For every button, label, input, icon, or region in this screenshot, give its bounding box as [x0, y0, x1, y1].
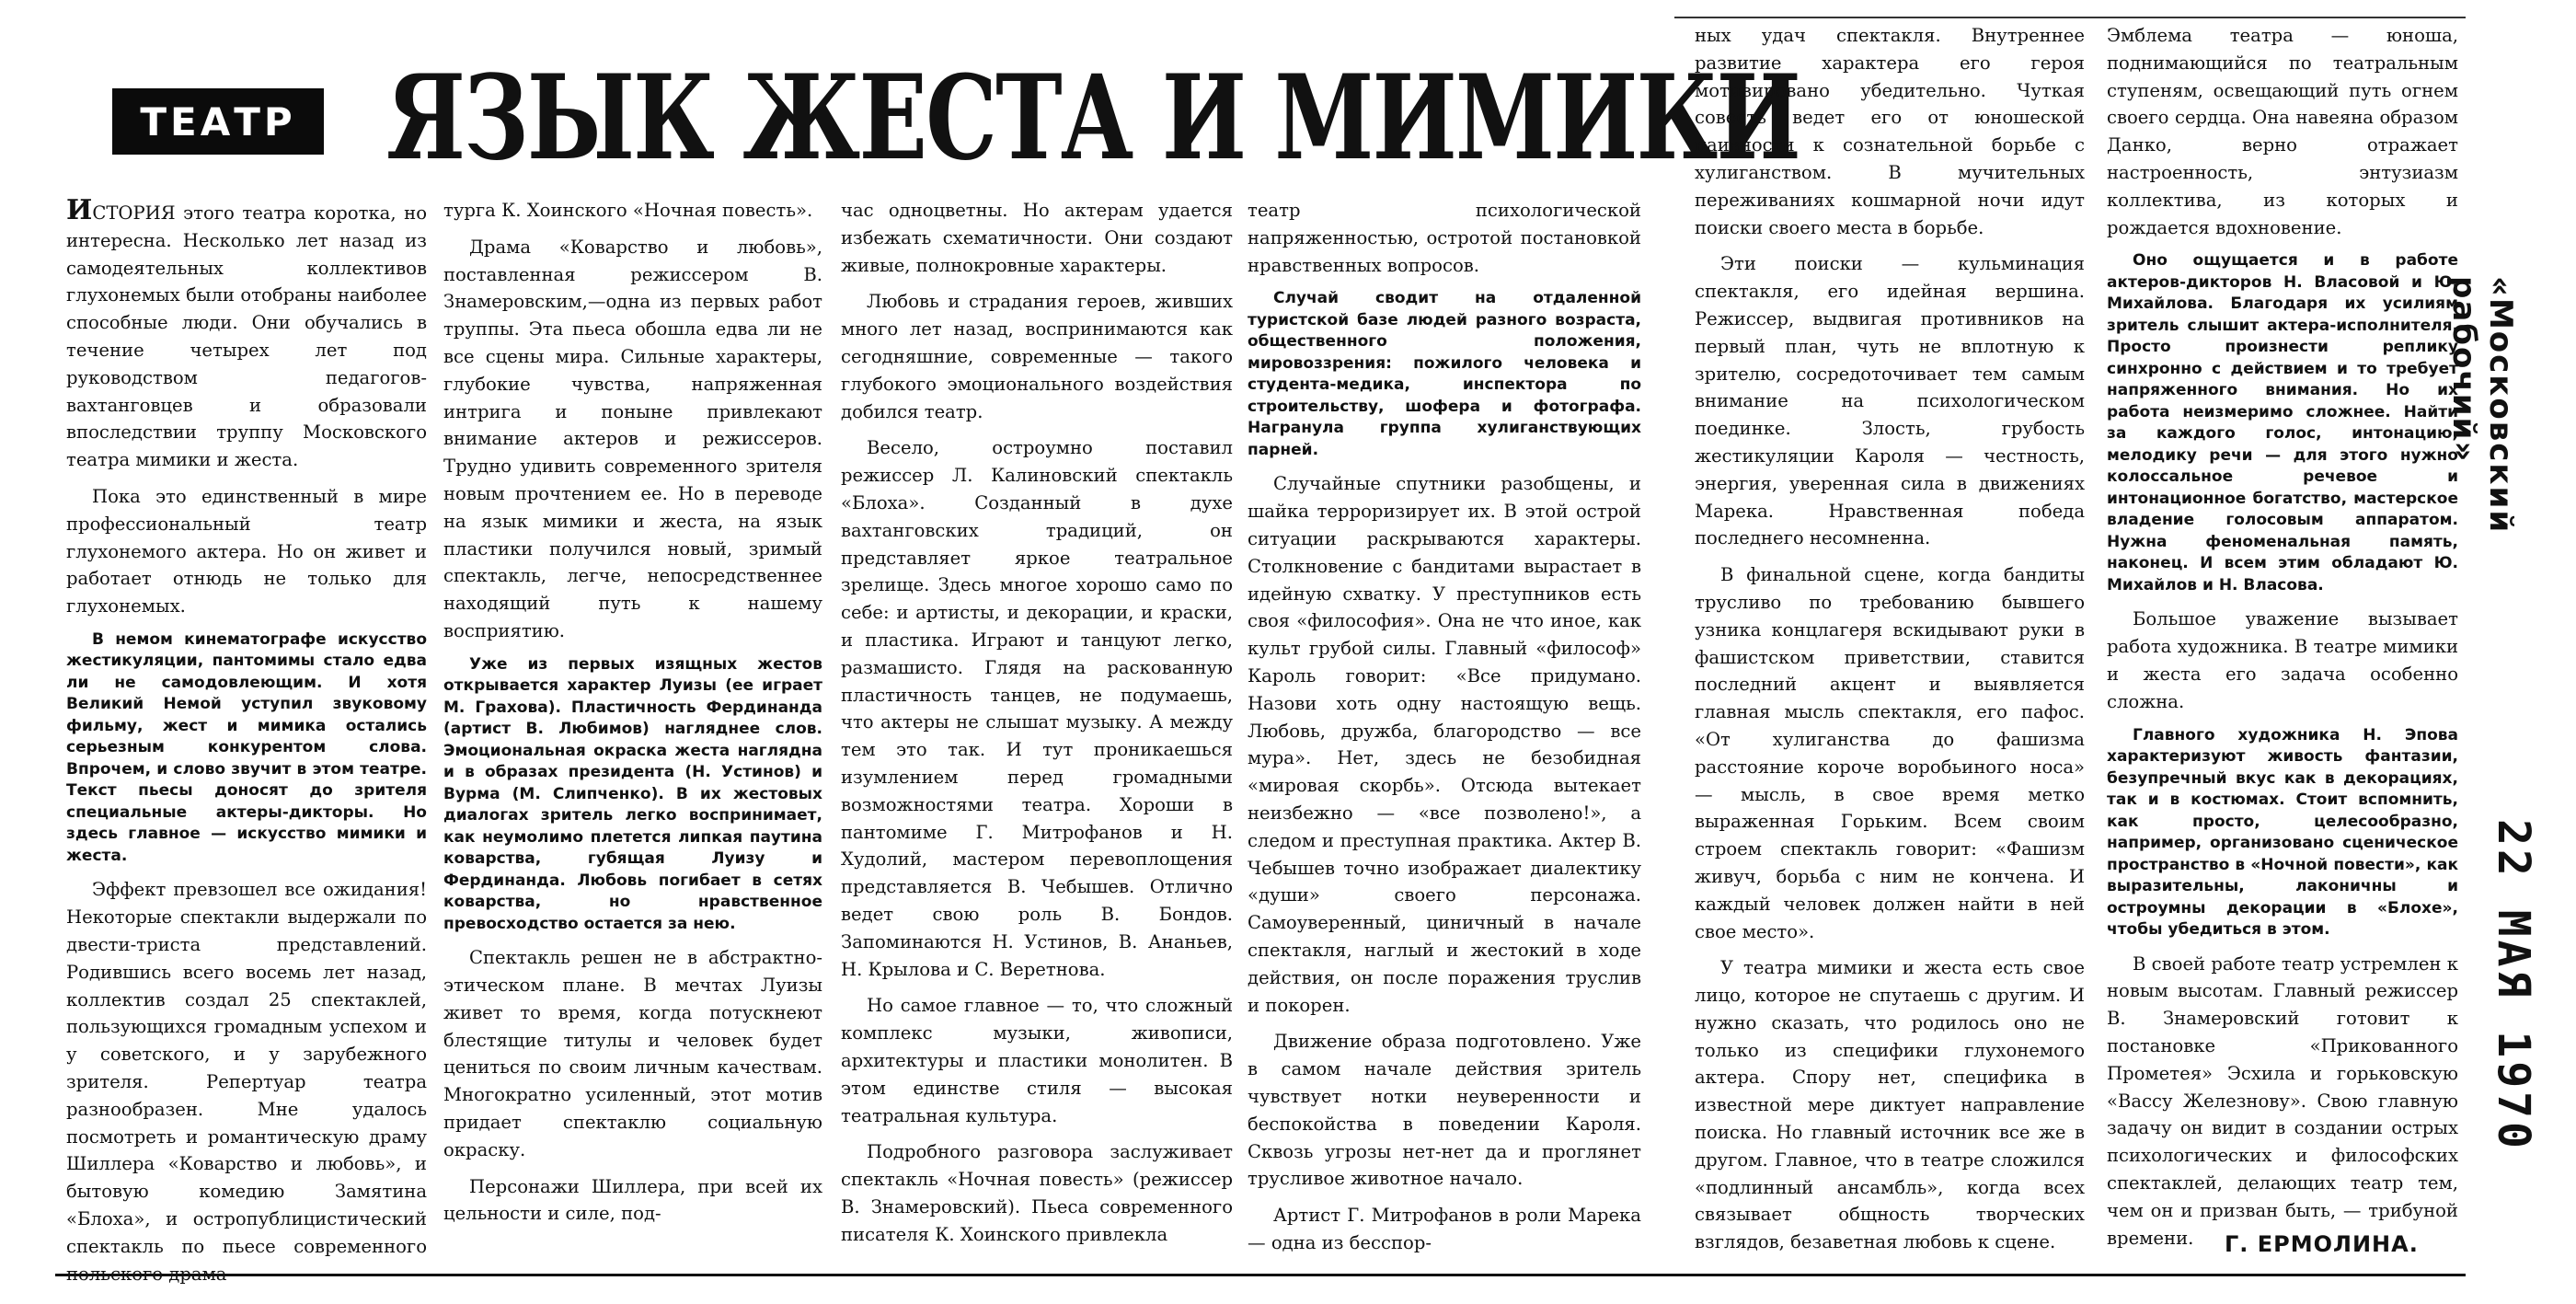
paragraph: Большое уважение вызывает работа художника. В театре мимики и жеста его задача особенно сложна.	[2107, 608, 2458, 712]
paragraph: Артист Г. Митрофанов в роли Марека — одна из бесспор-	[1248, 1205, 1641, 1253]
paragraph-text: СТОРИЯ этого театра коротка, но интересна. Несколько лет назад из самодеятельных коллективов глухонемых были отобраны наиболее способные люди. Они обучались в течение четырех лет под руководством педагогов-вахтанговцев и образовали впоследствии труппу Московского театра мимики и жеста.	[66, 202, 427, 471]
article-column-4	[1248, 197, 1641, 1272]
paragraph: Но самое главное — то, что сложный комплекс музыки, живописи, архитектуры и пластики монолитен. В этом единстве стиля — высокая театральная культура.	[841, 995, 1233, 1126]
article-headline: ЯЗЫК ЖЕСТА И МИМИКИ	[386, 50, 1800, 186]
paragraph: Эффект превзошел все ожидания! Некоторые спектакли выдержали по двести-триста представлений. Родившись всего восемь лет назад, коллектив создал 25 спектаклей, пользующихся громадным успехом и у советского, и у зарубежного зрителя. Репертуар театра разнообразен. Мне удалось посмотреть и романтическую драму Шиллера «Коварство и любовь», и бытовую комедию Замятина «Блоха», и остропублицистический спектакль по пьесе современного	[66, 879, 427, 1257]
paragraph: В финальной сцене, когда бандиты трусливо по требованию бывшего узника концлагеря вскидывают руки в фашистском приветствии, ставится последний акцент и выявляется главная мысль спектакля, его пафос. «От хулиганства до фашизма расстояние короче воробьиного носа» — мысль, в свое время метко выраженная Горьким. Всем своим строем спектакль говорит: «Фашизм живуч, борьба с ним не кончена. И каждый человек должен найти в ней свое место».	[1695, 564, 2085, 942]
paragraph: турга К. Хоинского «Ночная повесть».	[443, 200, 813, 221]
paragraph-bold: Уже из первых изящных жестов открывается характер Луизы (ее играет М. Грахова). Пластичность Фердинанда (артист В. Любимов) нагляднее слов. Эмоциональная окраска жеста наглядна и в образах президента (Н. Устинов) и Вурма (М. Слипченко). В их жестовых диалогах зритель легко воспринимает, как неумолимо плетется липкая паутина коварства, губящая Луизу и Фердинанда. Любовь погибает в сетях коварства, но нравственное превосходство остается за нею.	[443, 654, 822, 933]
article-column-3	[841, 197, 1233, 1272]
paragraph-bold: Случай сводит на отдаленной туристской базе людей разного возраста, общественного положения, мировоззрения: пожилого человека и студента-медика, инспектора по строительству, шофера и фотографа. Награнула группа хулиганствующих парней.	[1248, 289, 1641, 459]
paragraph-bold: Главного художника Н. Эпова характеризуют живость фантазии, безупречный вкус как в декорациях, так и в костюмах. Стоит вспомнить, как просто, целесообразно, например, организовано сценическое пространство в «Ночной повести», как выразительны, лаконичны и остроумны декорации в «Блохе», чтобы убедиться в этом.	[2107, 725, 2458, 940]
top-rule	[1674, 17, 2466, 18]
paragraph: Эмблема театра — юноша, поднимающийся по театральным ступеням, освещающий путь огнем своего сердца. Она навеяна образом Данко, верно отражает настроенность, энтузиазм коллектива, из которых и рождается вдохновение.	[2107, 25, 2458, 238]
paragraph	[66, 194, 427, 474]
article-column-5	[1695, 22, 2085, 1272]
article-column-1	[66, 194, 427, 1272]
paragraph: театр психологической напряженностью, остротой постановкой нравственных вопросов.	[1248, 200, 1641, 276]
paragraph: Подробного разговора заслуживает спектакль «Ночная повесть» (режиссер В. Знамеровский). Пьеса современного писателя К. Хоинского привлекла	[841, 1141, 1233, 1245]
paragraph: Драма «Коварство и любовь», поставленная режиссером В. Знамеровским,—одна из первых работ труппы. Эта пьеса обошла едва ли не все сцены мира. Сильные характеры, глубокие чувства, напряженная интрига и поныне привлекают внимание актеров и режиссеров. Трудно удивить современного зрителя новым прочтением ее. Но в переводе на язык мимики и жеста, на язык пластики получился новый, зримый спектакль, легче, непосредственнее находящий путь к нашему восприятию.	[443, 236, 822, 641]
paragraph: Спектакль решен не в абстрактно-этическом плане. В мечтах Луизы живет то время, когда потускнеют блестящие титулы и человек будет цениться по своим личным качествам. Многократно усиленный, этот мотив придает спектаклю социальную окраску.	[443, 947, 822, 1160]
paragraph: Весело, остроумно поставил режиссер Л. Калиновский спектакль «Блоха». Созданный в духе вахтанговских традиций, он представляет яркое театральное зрелище. Здесь многое хорошо само по себе: и артисты, и декорации, и краски, и пластика. Играют и танцуют легко, размашисто. Глядя на раскованную пластичность танцев, не подумаешь, что актеры не слышат музыку. А между тем это так. И тут проникаешься изумлением перед громадными возможностями театра. Хороши в пантомиме Г. Митрофанов и Н. Худолий, мастером перевоплощения представляется В. Чебышев. Отлично ведет свою роль В. Бондов. Запоминаются Н. Устинов, В. Ананьев, Н. Крылова и С. Веретнова.	[841, 437, 1233, 980]
newspaper-name-stamp: «Московский рабочий»	[2445, 276, 2519, 535]
paragraph: Случайные спутники разобщены, и шайка терроризирует их. В этой острой ситуации раскрываются характеры. Столкновение с бандитами вырастает в идейную схватку. У преступников есть своя «философия». Она не что иное, как культ грубой силы. Главный «философ» Кароль говорит: «Все придумано. Назови хоть одну настоящую вещь. Любовь, дружба, благородство — все мура». Нет, здесь не безобидная «мировая скорбь». Отсюда вытекает неизбежно — «все позволено!», а следом и преступная практика. Актер В. Чебышев точно изображает диалектику «души» своего персонажа. Самоуверенный, циничный в начале спектакля, наглый и жестокий в ходе действия, он после поражения труслив и покорен.	[1248, 473, 1641, 1016]
paragraph: ных удач спектакля. Внутреннее развитие характера его героя мотивировано убедительно. Чуткая совесть ведет его от юношеской наивности к сознательной борьбе с хулиганством. В мучительных переживаниях кошмарной ночи идут поиски своего места в борьбе.	[1695, 25, 2085, 238]
date-stamp: 22 МАЯ 1970	[2488, 819, 2539, 1152]
drop-cap: И	[66, 194, 93, 226]
paragraph: Пока это единственный в мире профессиональный театр глухонемого актера. Но он живет и работает отнюдь не только для глухонемых.	[66, 485, 427, 617]
article-column-2	[443, 197, 822, 1272]
paragraph: Персонажи Шиллера, при всей их цельности и силе, под-	[443, 1175, 822, 1225]
paragraph: Эти поиски — кульминация спектакля, его идейная вершина. Режиссер, выдвигая противников на первый план, чуть не вплотную к зрителю, сосредоточивает тем самым внимание на психологическом поединке. Злость, грубость жестикуляции Кароля — честность, энергия, уверенная сила в движениях Марека. Нравственная победа последнего несомненна.	[1695, 253, 2085, 549]
paragraph: У театра мимики и жеста есть свое лицо, которое не спутаешь с другим. И нужно сказать, что родилось оно не только из специфики глухонемого актера. Спору нет, специфика в известной мере диктует направление поиска. Но главный источник все же в другом. Главное, что в театре сложился «подлинный ансамбль», когда всех связывает общность творческих взглядов, безаветная любовь к сцене.	[1695, 957, 2085, 1253]
paragraph: В своей работе театр устремлен к новым высотам. Главный режиссер В. Знамеровский готовит к постановке «Прикованного Прометея» Эсхила и горьковскую «Вассу Железнову». Свою главную задачу он видит в создании острых психологических и философских спектаклей, делающих театр тем, чем он и призван быть, — трибуной времени.	[2107, 952, 2458, 1249]
author-signature: Г. ЕРМОЛИНА.	[2225, 1231, 2419, 1257]
paragraph: Движение образа подготовлено. Уже в самом начале действия зритель чувствует нотки неуверенности и беспокойства в поведении Кароля. Сквозь угрозы нет-нет да и проглянет трусливое животное начало.	[1248, 1031, 1641, 1190]
bottom-rule	[55, 1274, 2466, 1276]
paragraph-bold: В немом кинематографе искусство жестикуляции, пантомимы стало едва ли не самодовлеющим. И хотя Великий Немой уступил звуковому фильму, жест и мимика остались серьезным конкурентом слова. Впрочем, и слово звучит в этом театре. Текст пьесы доносят до зрителя специальные актеры-дикторы. Но здесь главное — искусство мимики и жеста.	[66, 629, 427, 865]
paragraph-bold: Оно ощущается и в работе актеров-дикторов Н. Власовой и Ю. Михайлова. Благодаря их усилиям зритель слышит актера-исполнителя. Просто произнести реплику синхронно с действием и то требует напряженного внимания. Но их работа неизмеримо сложнее. Найти за каждого голос, интонацию, мелодику речи — для этого нужно колоссальное речевое и интонационное богатство, мастерское владение голосовым аппаратом. Нужна феноменальная память, наконец. И всем этим обладают Ю. Михайлов и Н. Власова.	[2107, 251, 2458, 594]
paragraph: Любовь и страдания героев, живших много лет назад, воспринимаются как сегодняшние, современные — такого глубокого эмоционального воздействия добился театр.	[841, 291, 1233, 422]
paragraph: час одноцветны. Но актерам удается избежать схематичности. Они создают живые, полнокровные характеры.	[841, 200, 1233, 276]
section-rubric: ТЕАТР	[112, 88, 324, 155]
